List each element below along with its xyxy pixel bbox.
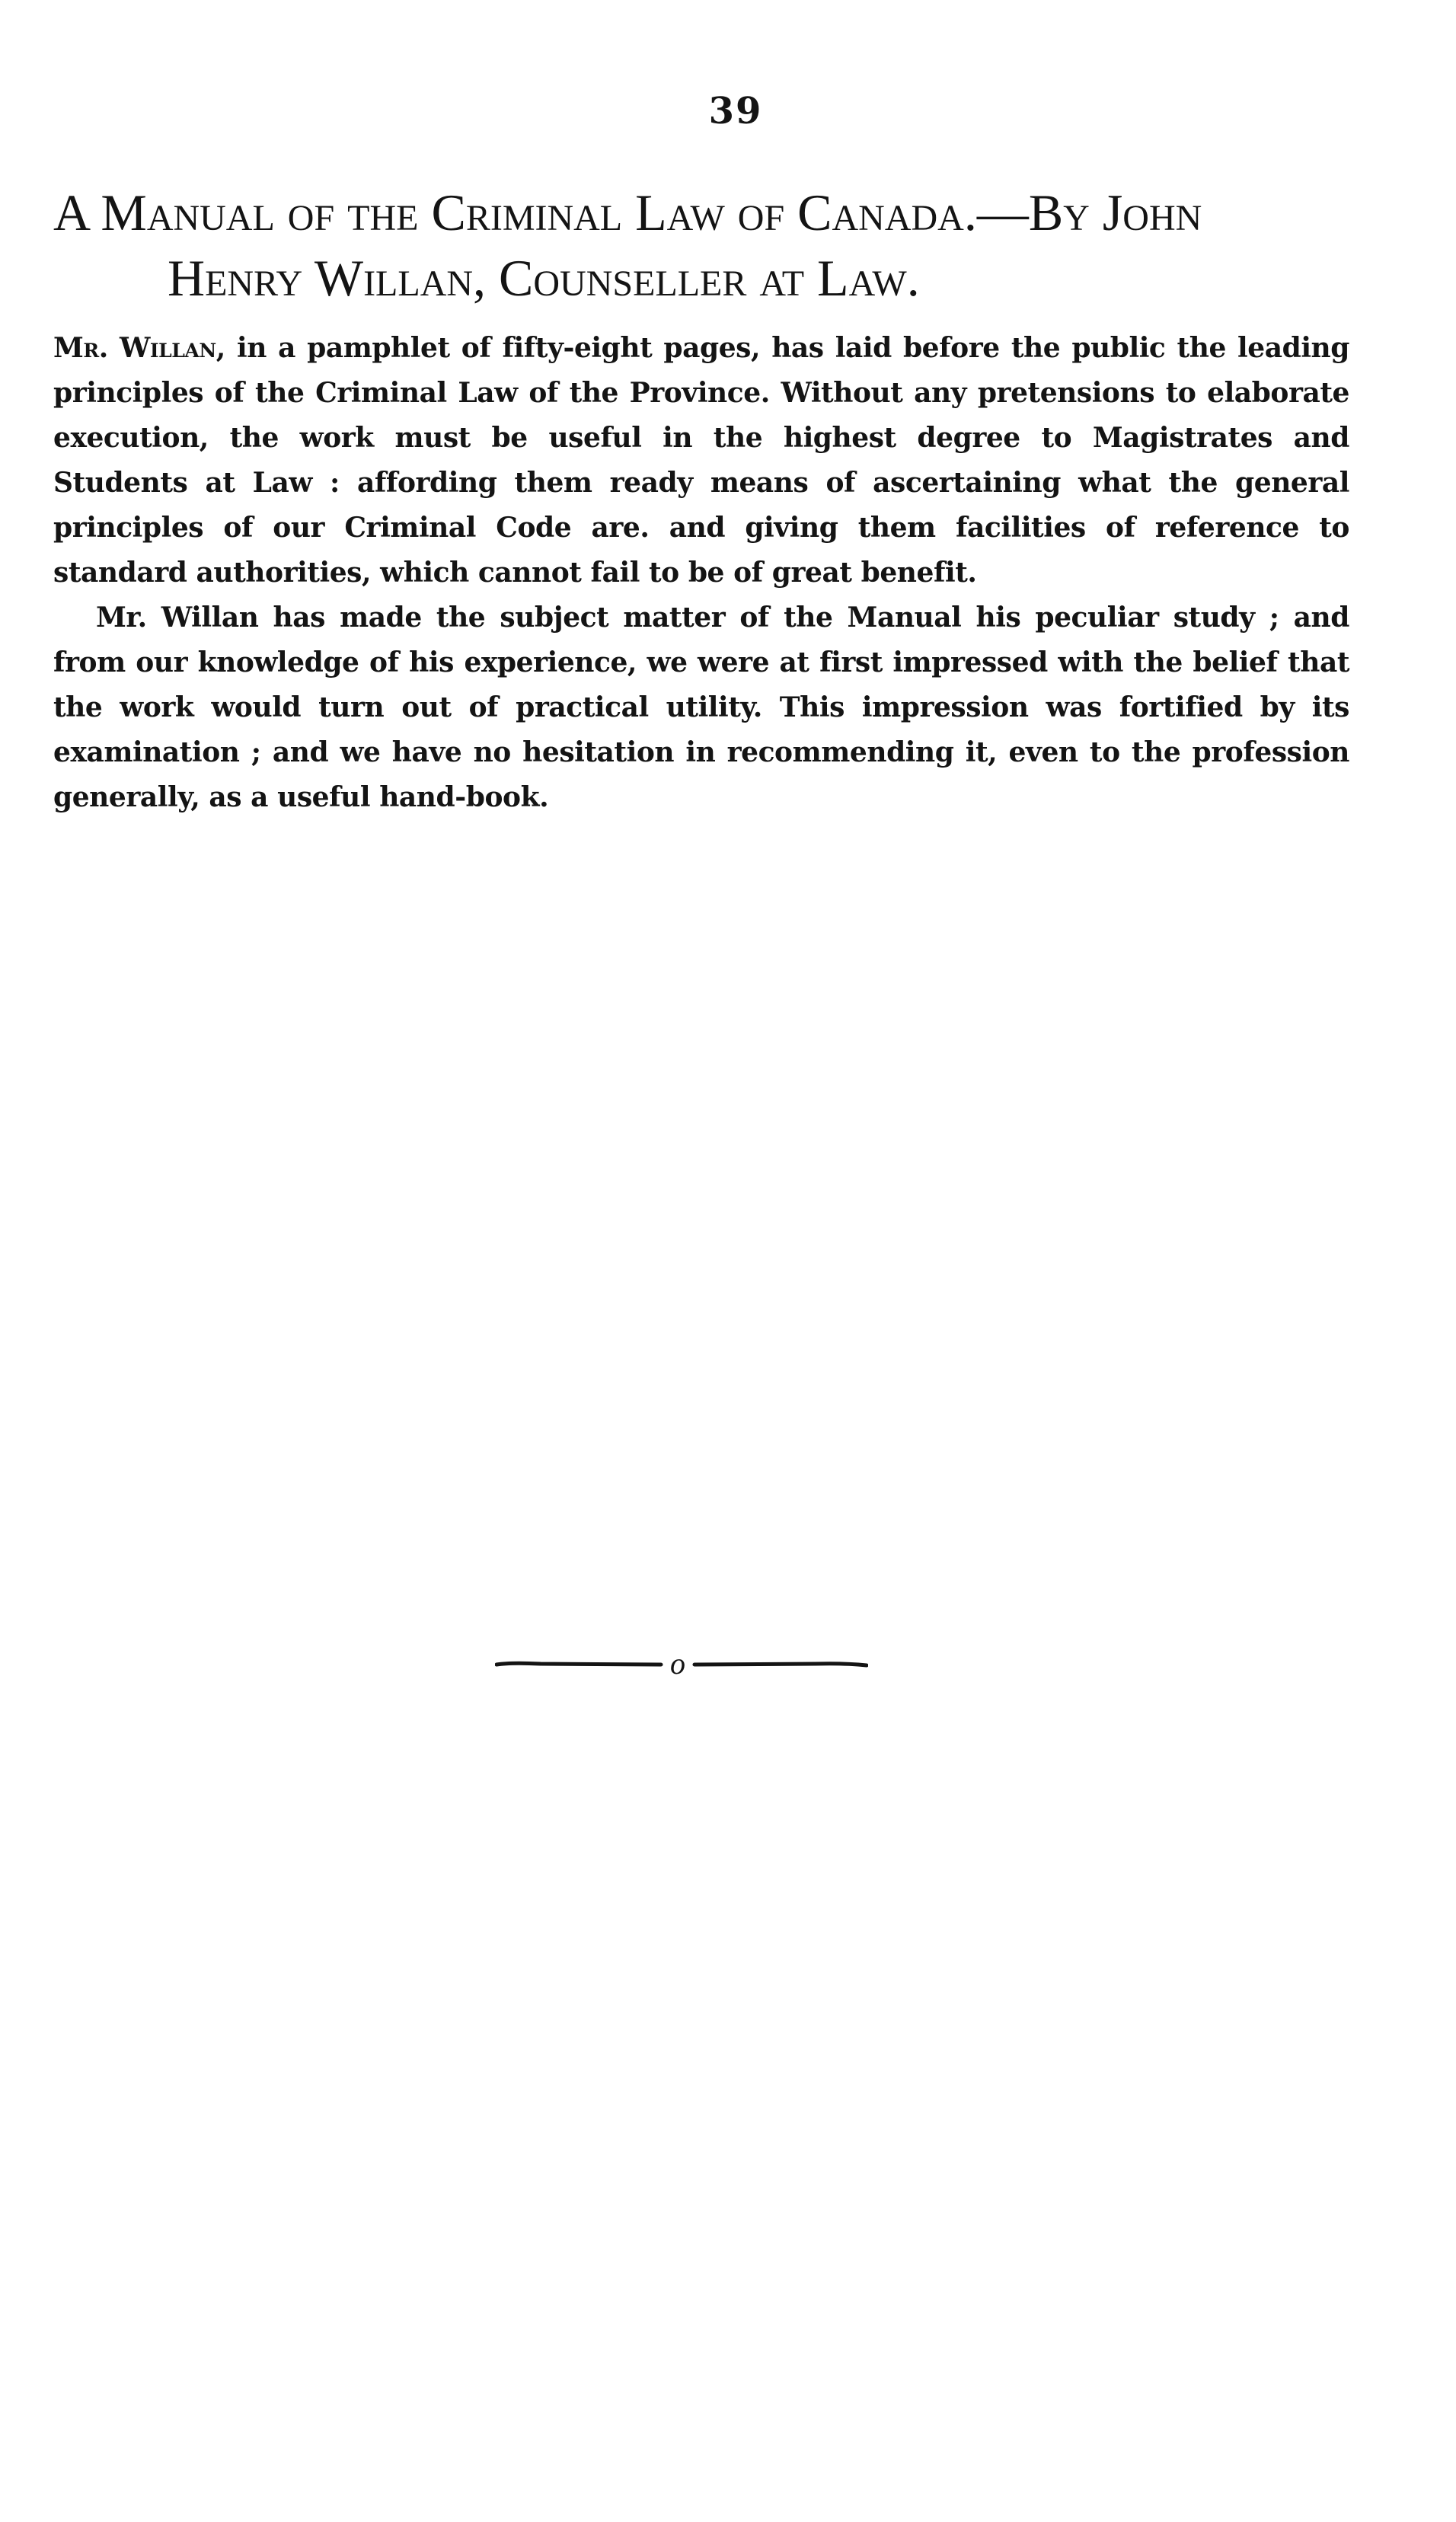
paragraph-1-lead: Mr. Willan, [53, 332, 225, 364]
paragraph-1-text: in a pamphlet of fifty-eight pages, has laid before the public the leading principles of the Criminal Law of the Province. Without any pretensions to elaborate execution, the work must be useful in the highest degree to Magistrates and Students at Law : affording them ready means of ascertaining what the general principles of our Criminal Code are. and giving them facilities of reference to standard authorities, which cannot fail to be of great benefit. [53, 332, 1349, 589]
divider-symbol: o [670, 1649, 685, 1680]
title-line-2: Henry Willan, Counseller at Law. [168, 249, 920, 307]
paragraph-1 [53, 326, 1349, 595]
article-title [53, 180, 1363, 311]
divider-ornament [495, 1649, 868, 1680]
page-number: 39 [708, 90, 763, 132]
article-body [53, 326, 1349, 820]
title-line-1: A Manual of the Criminal Law of Canada.—By John [53, 184, 1202, 241]
paragraph-2: Mr. Willan has made the subject matter of the Manual his peculiar study ; and from our knowledge of his experience, we were at first impressed with the belief that the work would turn out of practical utility. This impression was fortified by its examination ; and we have no hesitation in recommending it, even to the profession generally, as a useful hand-book. [53, 602, 1349, 813]
section-divider [495, 1649, 868, 1680]
